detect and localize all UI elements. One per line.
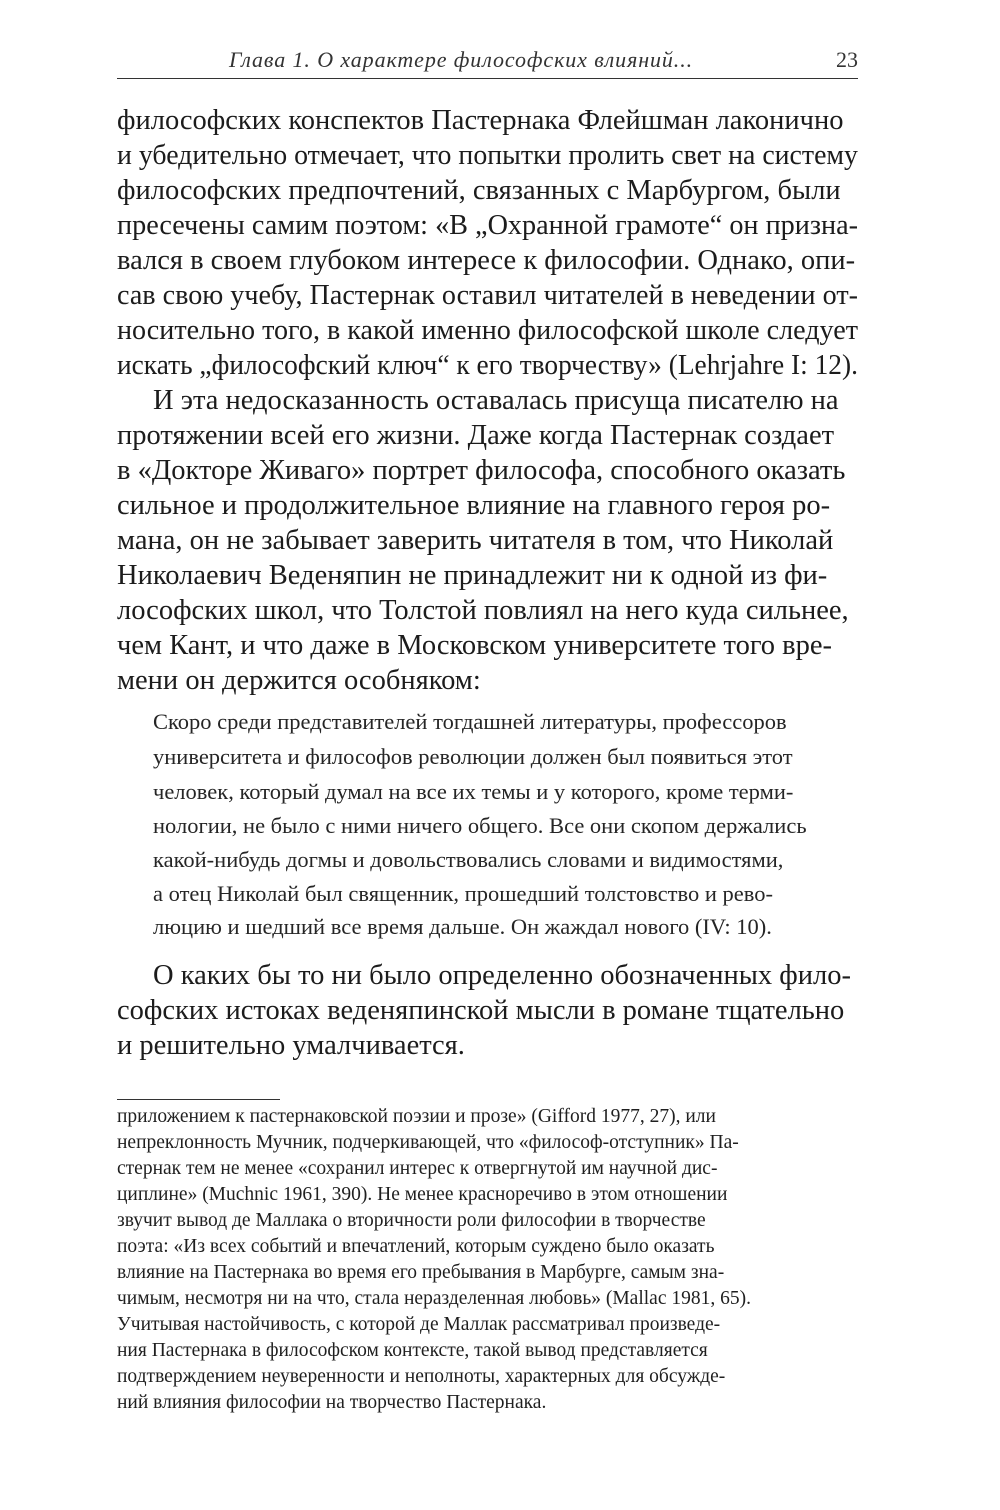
quote-line: университета и философов революции должен был появиться этот [153,744,793,769]
footnote-line: подтверждением неуверенности и неполноты, характерных для обсужде- [117,1366,726,1387]
paragraph-1-line: пресечены самим поэтом: «В „Охранной грамоте“ он призна- [117,210,859,241]
footnote-line: приложением к пастернаковской поэзии и прозе» (Gifford 1977, 27), или [117,1106,716,1127]
paragraph-2-line: Николаевич Веденяпин не принадлежит ни к одной из фи- [117,560,828,591]
quote-line: люцию и шедший все время дальше. Он жаждал нового (IV: 10). [153,914,772,939]
quote-line: а отец Николай был священник, прошедший толстовство и рево- [153,881,773,906]
paragraph-2-line: мана, он не забывает заверить читателя в том, что Николай [117,525,834,556]
paragraph-2-line: И эта недосказанность оставалась присуща писателю на [153,385,839,416]
paragraph-2-line: сильное и продолжительное влияние на главного героя ро- [117,490,831,521]
paragraph-3-line: софских истоках веденяпинской мысли в романе тщательно [117,995,845,1026]
footnote-line: чимым, несмотря ни на что, стала неразделенная любовь» (Mallac 1981, 65). [117,1288,751,1309]
paragraph-1-line: философских предпочтений, связанных с Марбургом, были [117,175,841,206]
footnote-divider [117,1099,280,1100]
paragraph-1-line: носительно того, в какой именно философской школе следует [117,315,859,346]
footnote-line: циплине» (Muchnic 1961, 390). Не менее красноречиво в этом отношении [117,1184,728,1205]
paragraph-1-line: сав свою учебу, Пастернак оставил читателей в неведении от- [117,280,858,311]
footnote-line: стернак тем не менее «сохранил интерес к отвергнутой им научной дис- [117,1158,718,1179]
paragraph-2-line: лософских школ, что Толстой повлиял на него куда сильнее, [117,595,849,626]
footnote-line: Учитывая настойчивость, с которой де Маллак рассматривал произведе- [117,1314,721,1335]
paragraph-1-line: философских конспектов Пастернака Флейшман лаконично [117,105,844,136]
footnote-line: влияние на Пастернака во время его пребывания в Марбурге, самым зна- [117,1262,725,1283]
paragraph-2-line: чем Кант, и что даже в Московском университете того вре- [117,630,833,661]
paragraph-3-line: О каких бы то ни было определенно обозначенных фило- [153,960,851,991]
page-number: 23 [836,47,858,72]
paragraph-2-line: протяжении всей его жизни. Даже когда Пастернак создает [117,420,835,451]
running-title: Глава 1. О характере философских влияний... [229,47,694,72]
paragraph-1-line: и убедительно отмечает, что попытки пролить свет на систему [117,140,858,171]
quote-line: Скоро среди представителей тогдашней литературы, профессоров [153,709,787,734]
footnote-line: звучит вывод де Маллака о вторичности роли философии в творчестве [117,1210,706,1231]
paragraph-2-line: в «Докторе Живаго» портрет философа, способного оказать [117,455,846,486]
quote-line: человек, который думал на все их темы и у которого, кроме терми- [153,779,794,804]
quote-line: какой-нибудь догмы и довольствовались словами и видимостями, [153,847,784,872]
footnote-line: непреклонность Мучник, подчеркивающей, что «философ-отступник» Па- [117,1132,739,1153]
paragraph-3-line: и решительно умалчивается. [117,1030,465,1061]
paragraph-2-line: мени он держится особняком: [117,665,481,696]
footnote-line: поэта: «Из всех событий и впечатлений, которым суждено было оказать [117,1236,715,1257]
quote-line: нологии, не было с ними ничего общего. Все они скопом держались [153,813,807,838]
paragraph-1-line: вался в своем глубоком интересе к философии. Однако, опи- [117,245,856,276]
paragraph-1-line: искать „философский ключ“ к его творчеству» (Lehrjahre I: 12). [117,350,858,381]
footnote-line: ния Пастернака в философском контексте, такой вывод представляется [117,1340,708,1361]
running-header [117,44,858,79]
footnote-line: ний влияния философии на творчество Пастернака. [117,1392,547,1413]
